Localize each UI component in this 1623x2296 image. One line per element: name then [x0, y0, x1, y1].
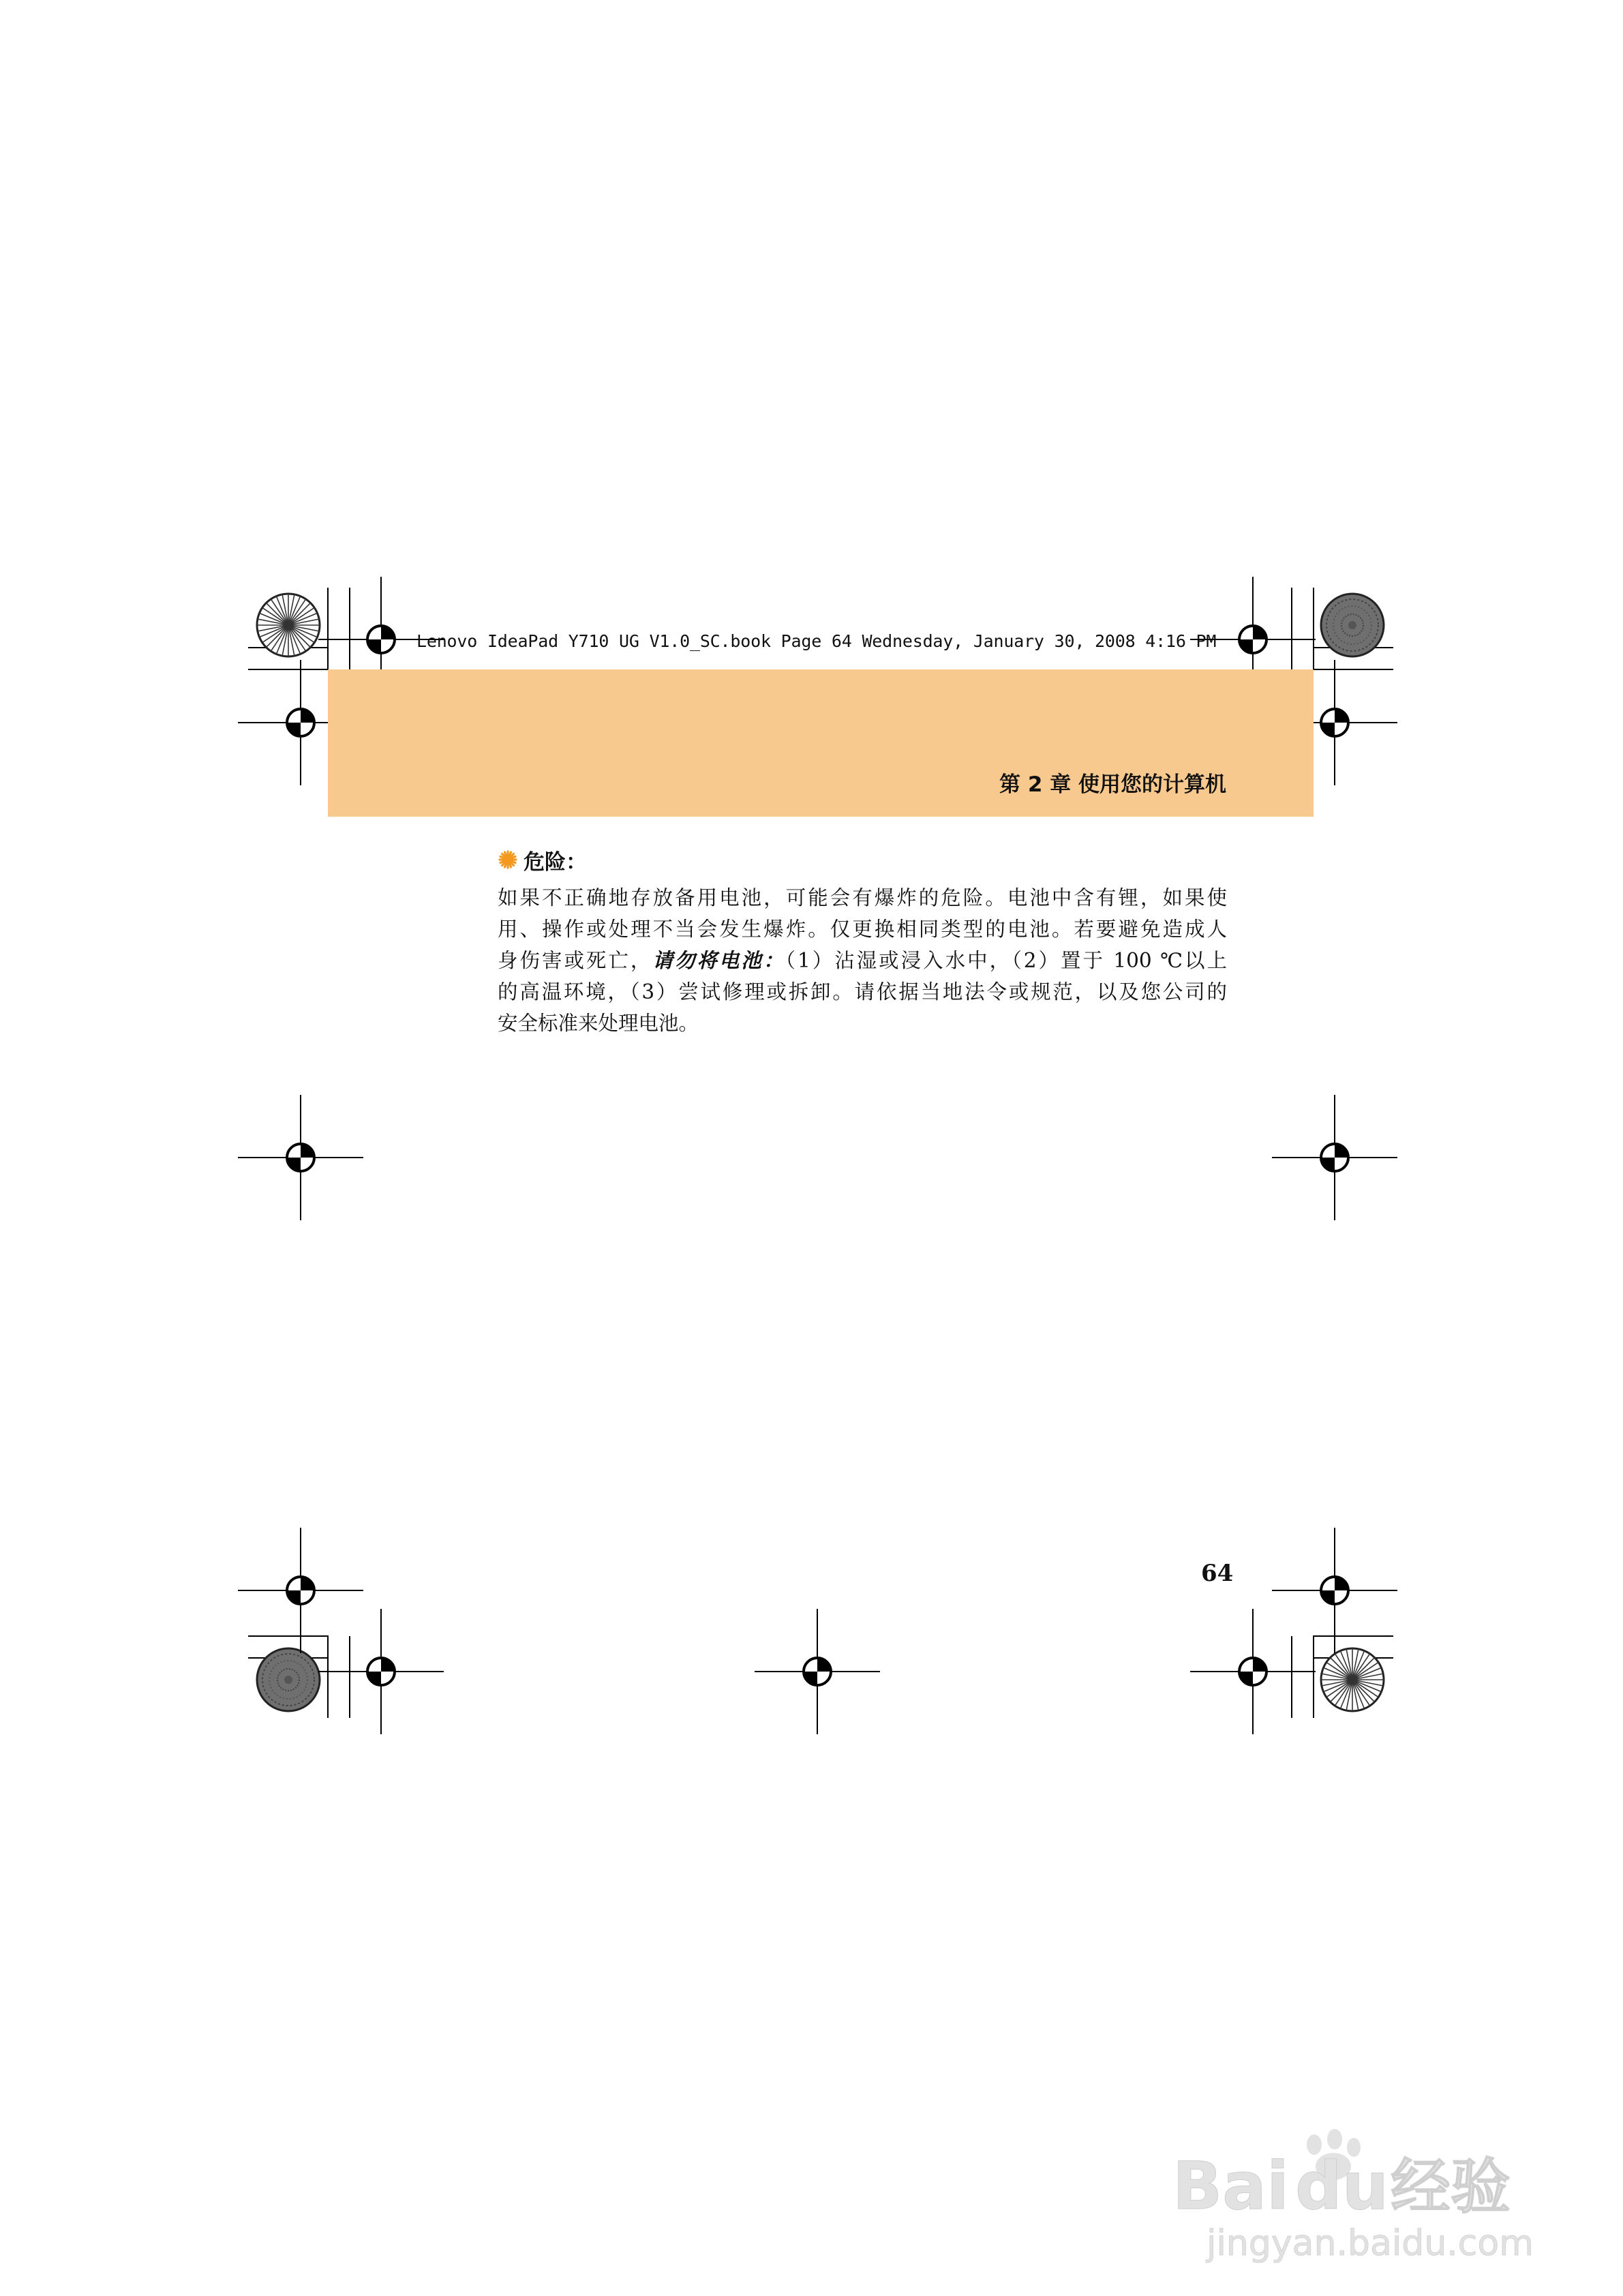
danger-paragraph: [498, 882, 1227, 1039]
chapter-title: 第 2 章 使用您的计算机: [999, 772, 1226, 797]
paragraph-text: （1）沾湿或浸入水中，（2）置于 100 ℃以上: [785, 949, 1227, 972]
paragraph-line: 如果不正确地存放备用电池，可能会有爆炸的危险。电池中含有锂，如果使: [498, 886, 1227, 909]
emphasized-warning: 请勿将电池：: [652, 948, 786, 972]
watermark-product: 经验: [1391, 2151, 1511, 2222]
paragraph-line: 安全标准来处理电池。: [498, 1012, 699, 1035]
baidu-jingyan-watermark: [1166, 2127, 1547, 2263]
paragraph-line: [498, 945, 1227, 976]
watermark-url: jingyan.baidu.com: [1207, 2223, 1534, 2263]
danger-heading: [498, 846, 587, 873]
paragraph-line: 的高温环境，（3）尝试修理或拆卸。请依据当地法令或规范，以及您公司的: [498, 980, 1227, 1003]
danger-label: 危险：: [524, 849, 587, 875]
watermark-brand: Bai: [1172, 2148, 1289, 2224]
paragraph-text: 身伤害或死亡，: [498, 949, 653, 972]
watermark-brand-du: du: [1295, 2148, 1389, 2224]
orange-asterisk-icon: [498, 849, 518, 870]
chapter-header-band: [328, 669, 1314, 817]
book-slug-header: Lenovo IdeaPad Y710 UG V1.0_SC.book Page 64 Wednesday, January 30, 2008 4:16 PM: [416, 631, 1217, 651]
paragraph-line: 用、操作或处理不当会发生爆炸。仅更换相同类型的电池。若要避免造成人: [498, 918, 1227, 941]
page-number: 64: [1201, 1560, 1234, 1587]
